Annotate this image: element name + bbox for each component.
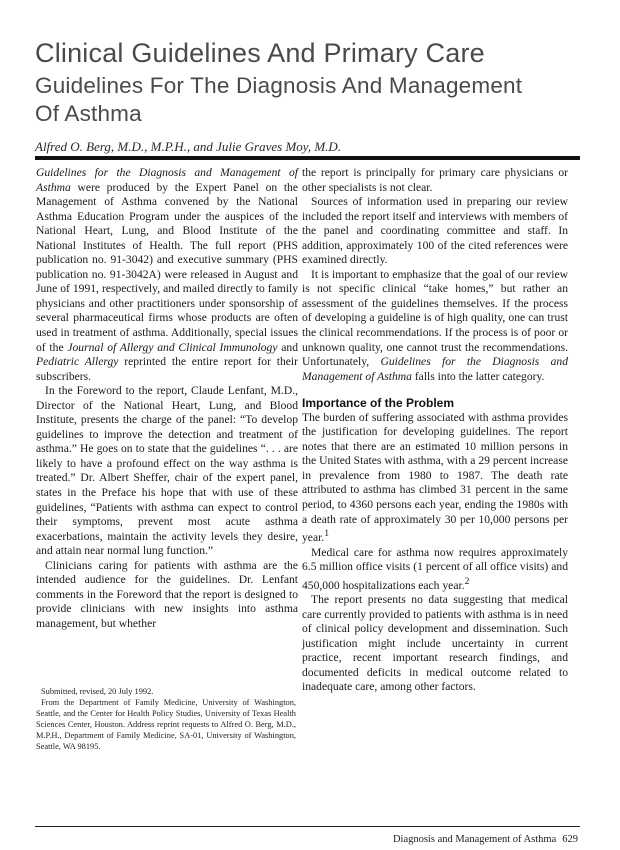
paragraph [302, 268, 568, 384]
article-subtitle-line-1: Guidelines For The Diagnosis And Management [35, 73, 523, 98]
header-rule [35, 156, 580, 160]
running-title: Diagnosis and Management of Asthma [392, 834, 557, 845]
page-number: 629 [562, 834, 578, 845]
article-footnote [36, 686, 296, 752]
left-column [36, 166, 298, 632]
report-title-italic: Guidelines for the Diagnosis and Management of Asthma [302, 355, 569, 383]
running-footer [393, 834, 578, 845]
submission-date: Submitted, revised, 20 July 1992. [41, 687, 154, 696]
article-header [35, 38, 575, 155]
right-column [302, 166, 568, 695]
footer-rule [35, 826, 580, 827]
paragraph [302, 411, 568, 546]
journal-title-italic: Journal of Allergy and Clinical Immunology [67, 340, 278, 354]
paragraph [36, 166, 298, 384]
text-run: falls into the latter category. [411, 369, 545, 383]
report-title-italic: Guidelines for the Diagnosis and Management of Asthma [36, 166, 298, 194]
text-run: The burden of suffering associated with asthma provides the justification for developing guidelines. The report notes that there are an estimated 10 million persons in the United States with asthma, with a 29 percent increase in prevalence from 1980 to 1987. The death rate attributed to asthma has climbed 31 percent in the same period, to 4360 persons each year, ending the 1980s with a death rate of approximately 30 per 10,000 persons per year. [302, 410, 568, 544]
journal-title-italic: Pediatric Allergy [36, 355, 119, 369]
reference-marker: 1 [324, 528, 330, 540]
reference-marker: 2 [464, 575, 470, 587]
text-run: reprinted the entire report for their subscribers. [36, 355, 298, 383]
paragraph: Sources of information used in preparing our review included the report itself and interviews with members of the panel and coordinating committee and staff. In addition, approximately 100 of the cited references were examined directly. [302, 195, 568, 267]
paragraph [302, 546, 568, 594]
text-run: Medical care for asthma now requires approximately 6.5 million office visits (1 percent of all office visits) and 450,000 hospitalizations each year. [302, 545, 568, 592]
author-affiliation: From the Department of Family Medicine, University of Washington, Seattle, and the Center for Health Policy Studies, University of Texas Health Sciences Center, Houston. Address reprint requests to Alfred O. Berg, M.D., M.P.H., Department of Family Medicine, SA-01, University of Washington, Seattle, WA 98195. [36, 698, 296, 751]
article-title: Clinical Guidelines And Primary Care [35, 38, 485, 68]
paragraph: In the Foreword to the report, Claude Lenfant, M.D., Director of the National Heart, Lung, and Blood Institute, presents the charge of the panel: “To develop guidelines to improve the detection and treatment of asthma.” He goes on to state that the guidelines “. . . are likely to have a profound effect on the way asthma is treated.” Dr. Albert Sheffer, chair of the expert panel, states in the Preface his hope that with use of these guidelines, “Patients with asthma can expect to control their symptoms, prevent most acute asthma exacerbations, maintain the activity levels they desire, and attain near normal lung function.” [36, 384, 298, 558]
paragraph: the report is principally for primary care physicians or other specialists is not clear. [302, 166, 568, 194]
article-subtitle-line-2: Of Asthma [35, 101, 142, 126]
paragraph: The report presents no data suggesting that medical care currently provided to patients with asthma is in need of clinical policy development and dissemination. Such justification might include uncertainty in current practice, recent important research findings, and documented deficits in medical outcome related to inadequate care, among other factors. [302, 593, 568, 694]
text-run: and [277, 340, 298, 354]
paragraph: Clinicians caring for patients with asthma are the intended audience for the guidelines. Dr. Lenfant comments in the Foreword that the report is designed to provide clinicians with new insights into asthma management, but whether [36, 558, 298, 630]
author-byline: Alfred O. Berg, M.D., M.P.H., and Julie Graves Moy, M.D. [35, 139, 342, 154]
section-heading: Importance of the Problem [302, 396, 455, 411]
text-run: were produced by the Expert Panel on the Management of Asthma convened by the National Asthma Education Program under the auspices of the National Heart, Lung, and Blood Institute of the National Institutes of Health. The full report (PHS publication no. 91-3042) and executive summary (PHS publication no. 91-3042A) were released in August and June of 1991, respectively, and mailed directly to family physicians and other practitioners under sponsorship of several pharmaceutical firms whose products are often used in treatment of asthma. Additionally, special issues of the [36, 180, 298, 354]
text-run: It is important to emphasize that the goal of our review is not specific clinical “take homes,” but rather an assessment of the guidelines themselves. If the process of developing a guideline is of high quality, one can trust the clinical recommendations. If the process is of poor or unknown quality, one cannot trust the recommendations. Unfortunately, [302, 267, 568, 369]
